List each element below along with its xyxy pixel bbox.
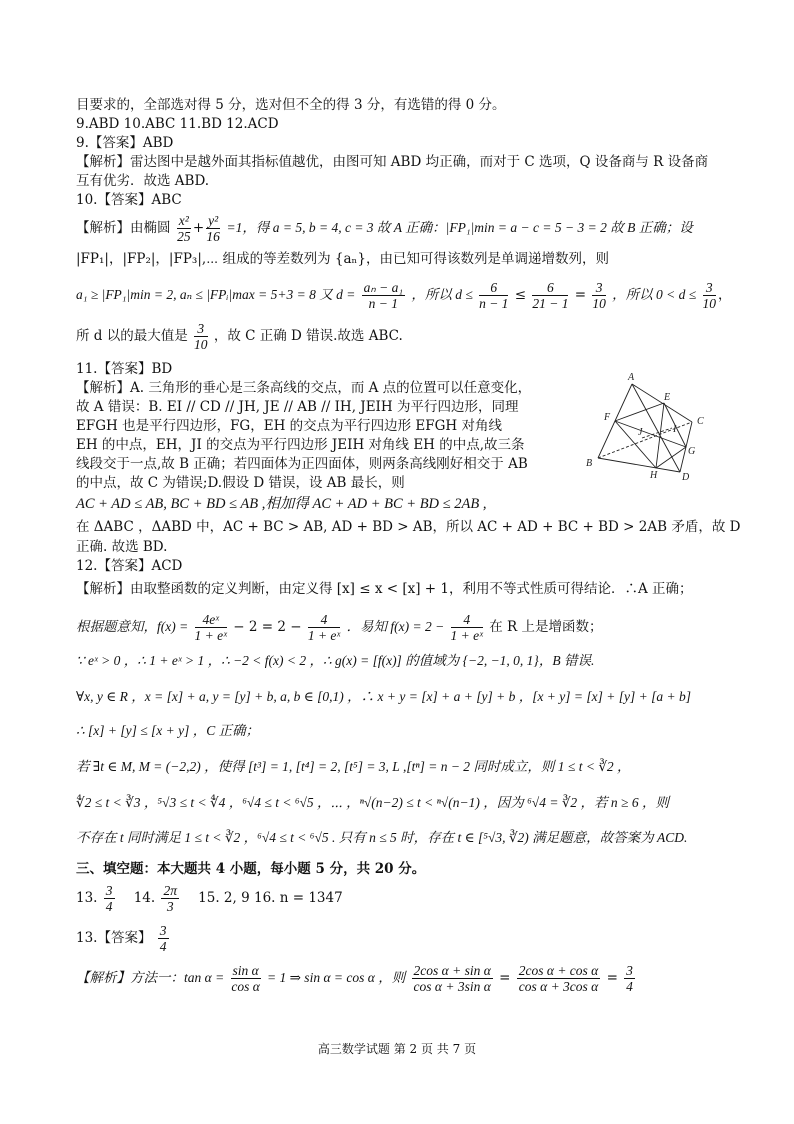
q9-analysis-cont: 互有优劣．故选 ABD. xyxy=(76,173,210,189)
figure-label-g: G xyxy=(688,446,696,457)
q12-analysis: ∴ [x] + [y] ≤ [x + y] ，C 正确； xyxy=(76,723,260,738)
q11-inequality: AC + AD ≤ AB, BC + BD ≤ AB ,相加得 AC + AD + BC + BD ≤ 2AB , xyxy=(76,496,487,512)
q12-analysis: 【解析】由取整函数的定义判断，由定义得 [x] ≤ x < [x] + 1，利用不等式性质可得结论．∴A 正确； xyxy=(76,581,693,597)
q12-answer: 12.【答案】ACD xyxy=(76,558,183,574)
q11-analysis: 的中点，故 C 为错误;D.假设 D 错误，设 AB 最长，则 xyxy=(76,475,405,491)
q11-analysis: 线段交于一点,故 B 正确；若四面体为正四面体，则两条高线刚好相交于 AB xyxy=(76,456,528,472)
fraction-d: $\frac{\text{aₙ − a₁}}{n - 1}$ xyxy=(363,280,404,311)
fill-in-answers: 13. $\frac{3}{4}$ 14. $\frac{2\pi}{3}$ 15. 2, 9 16. n = 1347 xyxy=(76,883,343,914)
q11-analysis: EFGH 也是平行四边形，FG，EH 的交点为平行四边形 EFGH 对角线 xyxy=(76,418,503,434)
fraction-fx: $\frac{\text{4eˣ}}{\text{1 + eˣ}}$ xyxy=(194,612,227,643)
fraction-6-21: $\frac{6}{21 - 1}$ xyxy=(532,280,569,311)
q12-function-line: 根据题意知，f(x) = $\frac{\text{4eˣ}}{\text{1 + eˣ}}$ − 2 = 2 − $\frac{4}{\text{1 + eˣ}}$ ．易知 f(x) = 2 − $\frac{4}{\text{1 + eˣ}}$ 在 R 上是增函数； xyxy=(76,612,603,643)
fraction-expr: $\frac{\text{2cos α + sin α}}{\text{cos α + 3sin α}}$ xyxy=(413,963,491,994)
fraction-3-10: $\frac{3}{10}$ xyxy=(194,321,208,352)
q11-answer: 11.【答案】BD xyxy=(76,361,173,377)
q12-analysis: 不存在 t 同时满足 1 ≤ t < ∛2 ，⁶√4 ≤ t < ⁶√5 . 只有 n ≤ 5 时，存在 t ∈ [⁵√3, ∛2) 满足题意，故答案为 ACD. xyxy=(76,830,688,845)
q10-analysis-line3: a₁ ≥ |FP₁|min = 2, aₙ ≤ |FPᵢ|max = 5+3 = 8 又 d = $\frac{\text{aₙ − a₁}}{n - 1}$ ，所以 d ≤ $\frac{6}{n - 1}$ ≤ $\frac{6}{21 - 1}$ = $\frac{3}{10}$ ，所以 0 < d ≤ $\frac{3}{10}$ ， xyxy=(76,280,732,311)
figure-label-f: F xyxy=(604,412,611,423)
q12-analysis: ∵ eˣ > 0 ，∴ 1 + eˣ > 1 ，∴ −2 < f(x) < 2 ，∴ g(x) = [f(x)] 的值域为 {−2, −1, 0, 1}，B 错误. xyxy=(76,653,595,668)
text: 【解析】由椭圆 xyxy=(76,220,171,236)
fraction-3-4: $\frac{3}{4}$ xyxy=(159,923,167,954)
q13-analysis: 【解析】方法一：tan α = $\frac{\text{sin α}}{\text{cos α}}$ = 1 ⇒ sin α = cos α ，则 $\frac{\text{2cos α + sin α}}{\text{cos α + 3sin α}}$ = $\frac{\text{2cos α + cos α}}{\text{cos α + 3cos α}}$ = $\frac{3}{4}$ xyxy=(76,963,633,994)
q12-analysis: ∀x, y ∈ R ，x = [x] + a, y = [y] + b, a, b ∈ [0,1) ，∴ x + y = [x] + a + [y] + b ，[x + y] = [x] + [y] + [a + b] xyxy=(76,689,691,704)
fraction-fx: $\frac{4}{\text{1 + eˣ}}$ xyxy=(450,612,483,643)
q9-answer: 9.【答案】ABD xyxy=(76,135,174,151)
q11-analysis: 【解析】A. 三角形的垂心是三条高线的交点，而 A 点的位置可以任意变化， xyxy=(76,380,532,396)
answer-summary: 9.ABD 10.ABC 11.BD 12.ACD xyxy=(76,116,279,132)
q11-analysis: 故 A 错误：B. EI // CD // JH, JE // AB // IH, JEIH 为平行四边形，同理 xyxy=(76,399,519,415)
figure-label-d: D xyxy=(682,472,690,480)
figure-label-e: E xyxy=(664,392,671,403)
fraction-y2: $\frac{\text{y²}}{16}$ xyxy=(206,213,220,244)
q10-analysis-line2: |FP₁|，|FP₂|，|FP₃|,⋯ 组成的等差数列为 {aₙ}，由已知可得该数列是单调递增数列，则 xyxy=(76,251,609,267)
fraction-fx: $\frac{4}{\text{1 + eˣ}}$ xyxy=(307,612,341,643)
figure-label-a: A xyxy=(628,372,635,383)
figure-label-i: I xyxy=(673,424,677,435)
page-footer: 高三数学试题 第 2 页 共 7 页 xyxy=(317,1042,477,1056)
figure-label-b: B xyxy=(586,458,593,469)
figure-label-c: C xyxy=(697,416,704,427)
section-heading: 三、填空题：本大题共 4 小题，每小题 5 分，共 20 分。 xyxy=(76,861,426,877)
q10-analysis-line1: 【解析】由椭圆 $\frac{\text{x²}}{25}$ + $\frac{\text{y²}}{16}$ =1，得 a = 5, b = 4, c = 3 故 A 正确：|FP₁|min = a − c = 5 − 3 = 2 故 B 正确；设 xyxy=(76,213,693,244)
fraction-expr: $\frac{\text{2cos α + cos α}}{\text{cos α + 3cos α}}$ xyxy=(518,963,599,994)
q12-analysis: 若 ∃t ∈ M, M = (−2,2) ，使得 [t³] = 1, [t⁴] = 2, [t⁵] = 3, L ,[tⁿ] = n − 2 同时成立，则 1 ≤ t < ∛2 ， xyxy=(76,759,631,774)
q13-answer: 13.【答案】 $\frac{3}{4}$ xyxy=(76,923,167,954)
q10-analysis-line4: 所 d 以的最大值是 $\frac{3}{10}$ ，故 C 正确 D 错误.故选 ABC. xyxy=(76,321,403,352)
fraction-6-n: $\frac{6}{n - 1}$ xyxy=(479,280,509,311)
q11-analysis: 正确. 故选 BD. xyxy=(76,539,168,555)
fraction-tan: $\frac{\text{sin α}}{\text{cos α}}$ xyxy=(231,963,260,994)
text: =1，得 a = 5, b = 4, c = 3 故 A 正确：|FP₁|min = a − c = 5 − 3 = 2 故 B 正确；设 xyxy=(226,220,693,235)
fraction-2pi-3: $\frac{2\pi}{3}$ xyxy=(163,883,177,914)
text-line: 目要求的，全部选对得 5 分，选对但不全的得 3 分，有选错的得 0 分。 xyxy=(76,97,506,113)
q11-analysis: EH 的中点，EH，JI 的交点为平行四边形 JEIH 对角线 EH 的中点,故三条 xyxy=(76,437,525,453)
fraction-3-10: $\frac{3}{10}$ xyxy=(592,280,606,311)
fraction-3-10: $\frac{3}{10}$ xyxy=(702,280,716,311)
q11-analysis: 在 ΔABC ，ΔABD 中，AC + BC > AB, AD + BD > AB，所以 AC + AD + BC + BD > 2AB 矛盾，故 D xyxy=(76,519,741,535)
tetrahedron-figure xyxy=(580,370,720,480)
fraction-3-4: $\frac{3}{4}$ xyxy=(105,883,113,914)
fraction-3-4: $\frac{3}{4}$ xyxy=(626,963,633,994)
figure-label-h: H xyxy=(650,470,658,480)
q9-analysis: 【解析】雷达图中是越外面其指标值越优，由图可知 ABD 均正确，而对于 C 选项，Q 设备商与 R 设备商 xyxy=(76,154,709,170)
fraction-x2: $\frac{\text{x²}}{25}$ xyxy=(177,213,191,244)
q10-answer: 10.【答案】ABC xyxy=(76,192,182,208)
figure-label-j: J xyxy=(638,427,643,438)
q12-analysis: ∜2 ≤ t < ∛3 ，⁵√3 ≤ t < ∜4 ，⁶√4 ≤ t < ⁶√5 ，⋯ ，ⁿ√(n−2) ≤ t < ⁿ√(n−1) ，因为 ⁶√4 = ∛2 ，若 n ≥ 6 ，则 xyxy=(76,795,669,810)
